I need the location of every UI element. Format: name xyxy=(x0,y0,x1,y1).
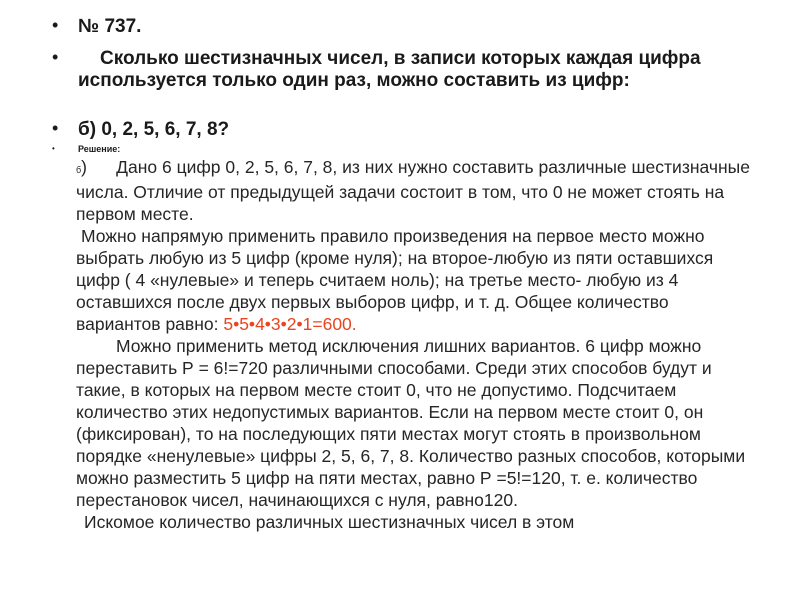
solution-paragraph-1 xyxy=(76,156,756,225)
solution-marker: б xyxy=(76,165,82,175)
task-question-row xyxy=(52,48,760,92)
solution-paragraph-4: Искомое количество различных шестизначных чисел в этом xyxy=(84,512,575,532)
bullet-icon: • xyxy=(52,15,59,35)
task-option-row xyxy=(52,119,760,141)
solution-paragraph-2-text: Можно напрямую применить правило произведения на первое место можно выбрать любую из 5 цифр (кроме нуля); на второе-любую из пяти оставшихся цифр ( 4 «нулевые» и теперь считаем ноль); на третье место- любую из 4 оставшихся после двух первых выборов цифр, и т. д. Общее количество вариантов равно: xyxy=(76,226,714,334)
solution-label-row xyxy=(52,143,760,155)
task-number: № 737. xyxy=(78,16,142,37)
solution-body xyxy=(76,156,756,533)
solution-paragraph-2 xyxy=(76,225,756,335)
task-number-row xyxy=(52,16,760,38)
bullet-icon: • xyxy=(52,118,59,138)
solution-paragraph-3: Можно применить метод исключения лишних вариантов. 6 цифр можно переставить Р = 6!=720 различными способами. Среди этих способов будут и такие, в которых на первом месте стоит 0, что не допустимо. Подсчитаем количество этих недопустимых вариантов. Если на первом месте стоит 0, он (фиксирован), то на последующих пяти местах могут стоять в произвольном порядке «ненулевые» цифры 2, 5, 6, 7, 8. Количество разных способов, которыми можно разместить 5 цифр на пяти местах, равно Р =5!=120, т. е. количество перестановок чисел, начинающихся с нуля, равно120. xyxy=(76,336,746,510)
solution-paragraph-1-text: Дано 6 цифр 0, 2, 5, 6, 7, 8, из них нужно составить различные шестизначные числа. Отличие от предыдущей задачи состоит в том, что 0 не может стоять на первом месте. xyxy=(76,157,750,224)
task-option: б) 0, 2, 5, 6, 7, 8? xyxy=(78,119,230,140)
solution-marker-paren: ) xyxy=(81,157,87,177)
solution-result: 5•5•4•3•2•1=600. xyxy=(223,314,357,334)
solution-label: Решение: xyxy=(78,144,121,154)
bullet-icon: • xyxy=(52,47,59,67)
bullet-icon: • xyxy=(52,144,55,153)
task-question: Сколько шестизначных чисел, в записи которых каждая цифра используется только один раз, можно составить из цифр: xyxy=(78,48,701,91)
